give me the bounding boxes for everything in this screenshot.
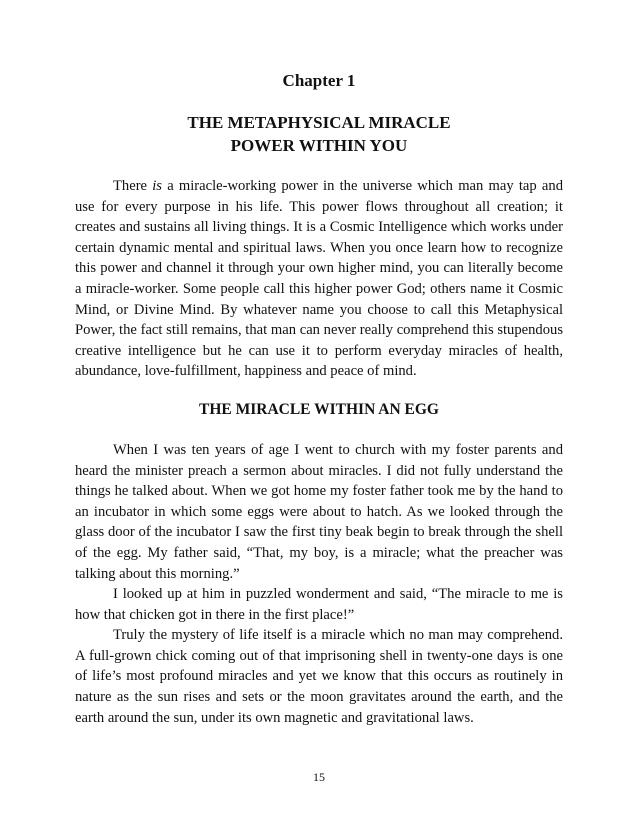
intro-emphasis: is xyxy=(152,178,162,194)
intro-rest: a miracle-working power in the universe which man may tap and use for every purpose in his life. This power flows throughout all creation; it creates and sustains all living things. It is a Cosmic Intelligence which works under certain dynamic mental and spiritual laws. When you once learn how to recognize this power and channel it through your own higher mind, you can literally become a miracle-worker. Some people call this higher power God; others name it Cosmic Mind, or Divine Mind. By whatever name you choose to call this Metaphysical Power, the fact still remains, that man can never really comprehend this stupendous creative intelligence but he can use it to perform everyday miracles of health, abundance, love-fulfillment, happiness and peace of mind. xyxy=(75,178,563,380)
chapter-label: Chapter 1 xyxy=(282,71,356,90)
section-paragraph-3: Truly the mystery of life itself is a miracle which no man may comprehend. A full-grown chick coming out of that imprisoning shell in twenty-one days is one of life’s most profound miracles and yet we know that this occurs as routinely in nature as the sun rises and sets or the moon gravitates around the earth, and the earth around the sun, under its own magnetic and gravitational laws. xyxy=(75,627,563,726)
page-number: 15 xyxy=(313,770,325,784)
intro-paragraph xyxy=(75,176,563,382)
chapter-title xyxy=(75,111,563,157)
book-page xyxy=(75,70,563,728)
section-paragraph-1: When I was ten years of age I went to church with my foster parents and heard the minister preach a sermon about miracles. I did not fully understand the things he talked about. When we got home my foster father took me by the hand to an incubator in which some eggs were about to hatch. As we looked through the glass door of the incubator I saw the first tiny beak begin to break through the shell of the egg. My father said, “That, my boy, is a miracle; what the preacher was talking about this morning.” xyxy=(75,441,563,582)
chapter-title-line-2: POWER WITHIN YOU xyxy=(230,136,408,155)
chapter-title-line-1: THE METAPHYSICAL MIRACLE xyxy=(187,113,451,132)
section-paragraph-2: I looked up at him in puzzled wonderment and said, “The miracle to me is how that chicken got in there in the first place!” xyxy=(75,586,563,623)
section-heading: THE MIRACLE WITHIN AN EGG xyxy=(198,400,439,418)
intro-lead: There xyxy=(113,178,153,194)
